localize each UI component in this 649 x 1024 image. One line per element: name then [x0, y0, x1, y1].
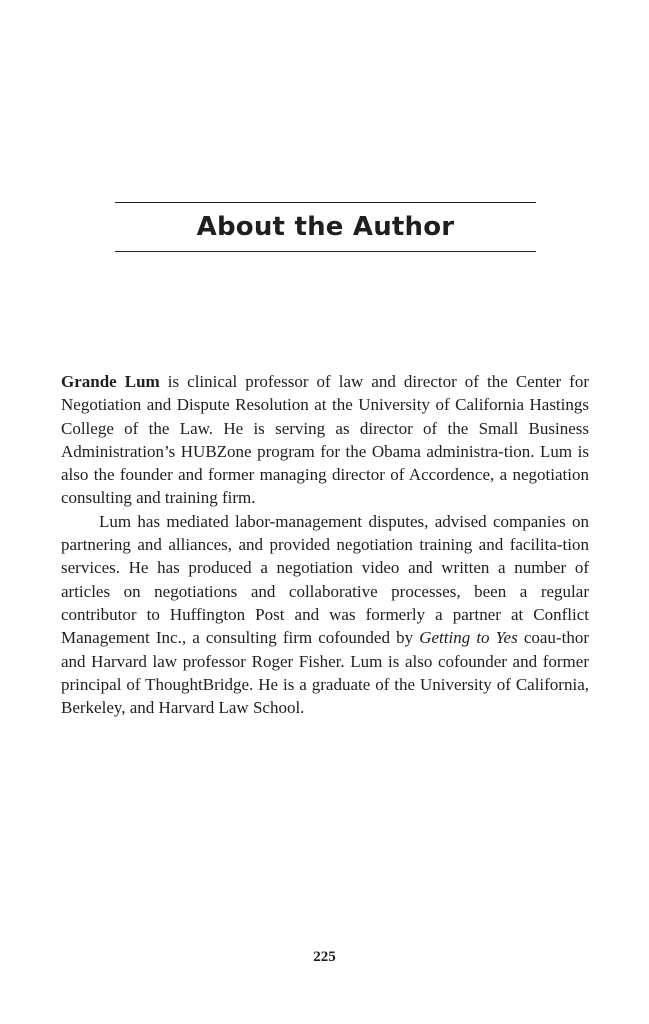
book-title: Getting to Yes — [419, 628, 518, 648]
page-number: 225 — [313, 949, 336, 965]
heading-bottom-rule — [115, 251, 536, 252]
bio-paragraph-1-text: is clinical professor of law and director of the Center for Negotiation and Dispute Resolution at the University of California Hastings College of the Law. He is serving as director of the Small Business Administration’s HUBZone program for the Obama administra-tion. Lum is also the founder and former managing director of Accordence, a negotiation consulting and training firm. — [61, 372, 589, 508]
author-bio — [61, 370, 589, 719]
bio-paragraph-1 — [61, 370, 589, 510]
heading-top-rule — [115, 202, 536, 203]
author-name: Grande Lum — [61, 372, 160, 391]
page-title: About the Author — [196, 212, 455, 242]
bio-paragraph-2 — [61, 510, 589, 720]
bio-paragraph-2-text-after: coau-thor and Harvard law professor Roger Fisher. Lum is also cofounder and former principal of ThoughtBridge. He is a graduate of the University of California, Berkeley, and Harvard Law School. — [61, 628, 589, 718]
bio-paragraph-2-text-before: Lum has mediated labor-management disputes, advised companies on partnering and alliances, and provided negotiation training and facilita-tion services. He has produced a negotiation video and written a number of articles on negotiations and collaborative processes, been a regular contributor to Huffington Post and was formerly a partner at Conflict Management Inc., a consulting firm cofounded by — [61, 511, 589, 648]
